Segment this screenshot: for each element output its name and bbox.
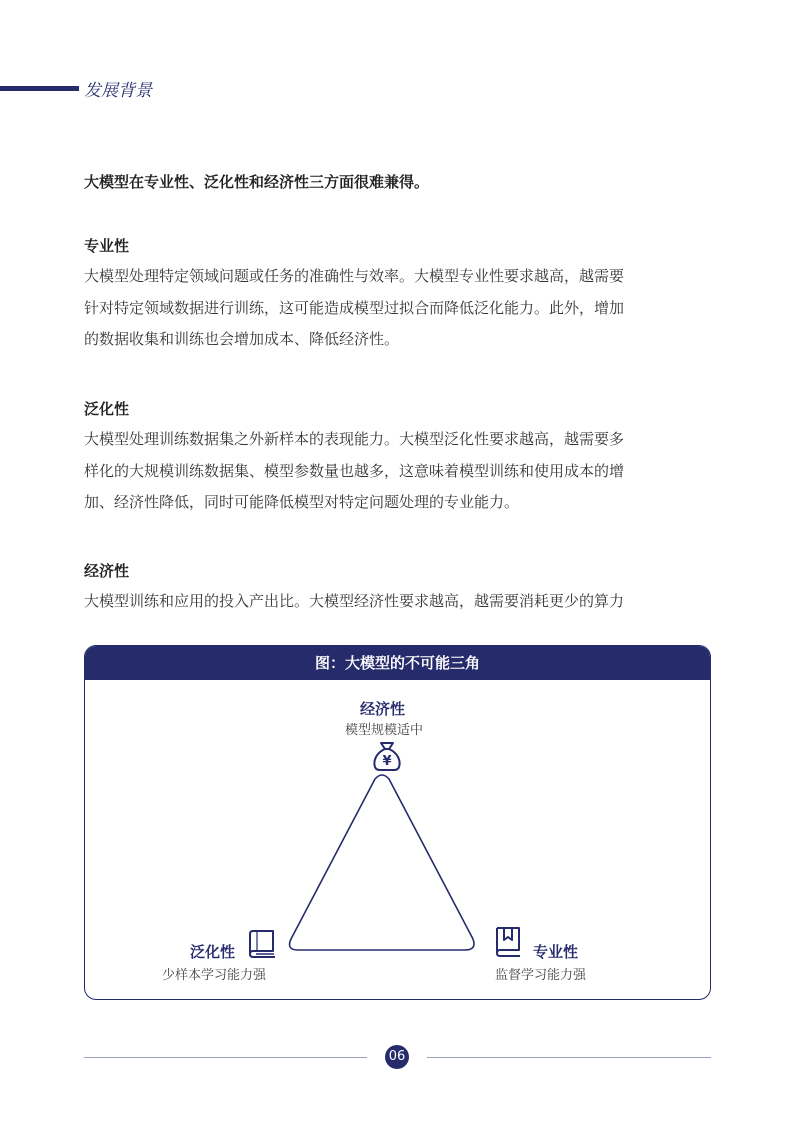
text-line: 的数据收集和训练也会增加成本、降低经济性。 [84,330,400,348]
bookmark-book-icon [493,926,523,958]
left-node-name: 泛化性 [190,943,236,961]
subhead-generalization: 泛化性 [84,400,130,418]
money-bag-icon [370,739,404,773]
paragraph-generalization [84,424,714,519]
header-accent-bar [0,86,79,91]
top-node-desc: 模型规模适中 [345,723,424,738]
text-line: 样化的大规模训练数据集、模型参数量也越多，这意味着模型训练和使用成本的增 [84,461,625,480]
paragraph-economy [84,586,714,618]
left-node-desc: 少样本学习能力强 [162,968,267,983]
footer-rule-left [84,1057,367,1058]
section-title: 发展背景 [84,81,152,101]
right-node-desc: 监督学习能力强 [495,968,587,983]
figure-title: 图：大模型的不可能三角 [85,646,710,680]
lead-sentence: 大模型在专业性、泛化性和经济性三方面很难兼得。 [84,173,430,191]
text-line: 大模型处理特定领域问题或任务的准确性与效率。大模型专业性要求越高，越需要 [84,267,625,285]
books-icon [247,929,279,959]
triangle-shape [290,775,474,950]
subhead-economy: 经济性 [84,562,130,580]
paragraph-professional [84,261,714,356]
footer-rule-right [427,1057,711,1058]
subhead-professional: 专业性 [84,237,130,255]
text-line: 针对特定领域数据进行训练，这可能造成模型过拟合而降低泛化能力。此外，增加 [84,298,625,317]
right-node-name: 专业性 [533,943,579,961]
top-node-name: 经济性 [360,700,406,718]
impossible-triangle-figure [84,645,711,1000]
text-line: 大模型处理训练数据集之外新样本的表现能力。大模型泛化性要求越高，越需要多 [84,430,625,448]
text-line: 大模型训练和应用的投入产出比。大模型经济性要求越高，越需要消耗更少的算力 [84,592,625,610]
yuan-symbol: ¥ [382,754,392,769]
page-number: 06 [385,1045,409,1069]
text-line: 加、经济性降低，同时可能降低模型对特定问题处理的专业能力。 [84,493,520,511]
